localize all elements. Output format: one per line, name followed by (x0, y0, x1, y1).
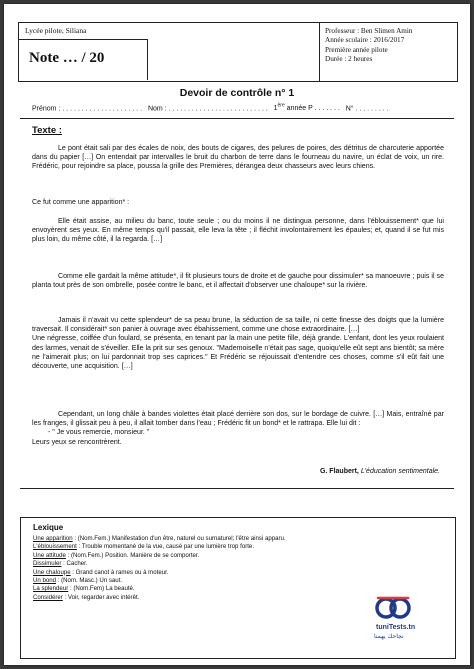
lexique-entry: Une chaloupe : Grand canot à rames ou à moteur. (33, 568, 169, 576)
nom-field[interactable]: Nom : . . . . . . . . . . . . . . . . . . . . . . . . . . (147, 105, 268, 113)
divider-bottom (20, 488, 454, 489)
student-fields (32, 103, 389, 112)
grade-note: Note … / 20 (29, 50, 105, 66)
class-field[interactable]: 1ère année P . . . . . . . (273, 103, 340, 113)
paragraph-1: Le pont était sali par des écales de noix, des bouts de cigares, des pelures de poires, des détritus de charcuterie apportée dans du papier […] On entendait par intervalles le bruit du charbon de terre dans le fourneau du navire, un éclat de voix, un rire. Frédéric, pour rejoindre sa place, poussa la grille des Premières, dérangea deux chasseurs avec leurs chiens. (32, 145, 444, 171)
class-level: Première année pilote (325, 45, 388, 54)
grade-box (19, 39, 148, 80)
lexique-entry: L'éblouissement : Trouble momentané de la vue, causé par une lumière trop forte. (33, 543, 255, 551)
lexique-entry: Une apparition : (Nom.Fem.) Manifestation d'un être, naturel ou surnaturel; l'être ainsi apparu. (33, 535, 286, 542)
dialog-line: - " Je vous remercie, monsieur. " (48, 429, 150, 437)
school-name: Lycée pilote, Siliana (25, 26, 87, 35)
duration: Durée : 2 heures (325, 55, 373, 64)
header-divider (319, 23, 320, 81)
source-work: L'éducation sentimentale. (360, 468, 440, 475)
lexique-entry: Une attitude : (Nom.Fem.) Position. Manière de se comporter. (33, 551, 200, 559)
header-info (325, 27, 412, 65)
lexique-entry: La splendeur : (Nom.Fem) La beauté. (33, 585, 135, 593)
source-author: G. Flaubert, (319, 468, 359, 475)
exam-title: Devoir de contrôle n° 1 (179, 87, 295, 99)
lexique-entry: Dissimuler : Cacher. (33, 560, 88, 568)
lexique-entry: Un bond : (Nom. Masc.) Un saut. (33, 577, 123, 585)
divider-top (20, 118, 454, 119)
paragraph-3: Elle était assise, au milieu du banc, toute seule ; ou du moins il ne distingua personne, dans l'éblouissement* que lui envoyèrent ses yeux. En même temps qu'il passait, elle leva la tête ; il fléchit involontairement les épaules; et, quand il se fut mis plus loin, du même côté, il la regarda. […] (32, 218, 444, 244)
professor: Professeur : Ben Slimen Amin (325, 27, 413, 35)
logo-mark-icon (362, 592, 424, 624)
prenom-field[interactable]: Prénom : . . . . . . . . . . . . . . . . . . . . . (32, 105, 143, 113)
paragraph-2: Ce fut comme une apparition* : (32, 199, 130, 206)
logo-site: tuniTests.tn (376, 624, 416, 631)
header-box (18, 22, 458, 82)
logo-tagline: نجاحك يهمنا (374, 633, 404, 640)
paragraph-5: Jamais il n'avait vu cette splendeur* de sa peau brune, la séduction de sa taille, ni cette finesse des doigts que la lumière traversait. Il considérait* son panier à ouvrage avec ébahissement, comme une chose extraordinaire. […] Une négresse, coiffée d'un foulard, se présenta, en tenant par la main une petite fille, déjà grande. L'enfant, dont les yeux roulaient des larmes, venait de s'éveiller. Elle la prit sur ses genoux. "Mademoiselle n'était pas sage, quoiqu'elle eût sept ans bientôt; sa mère ne l'aimerait plus; on lui pardonnait trop ses caprices." Et Frédéric se réjouissait d'entendre ces choses, comme s'il eût fait une découverte, une acquisition. […] (32, 317, 444, 371)
tunitests-logo (362, 592, 424, 642)
lexique-title: Lexique (33, 523, 64, 532)
source-citation (320, 468, 440, 475)
number-field[interactable]: N° . . . . . . . . . (345, 105, 389, 113)
paragraph-6: Cependant, un long châle à bandes violettes était placé derrière son dos, sur le bordage de cuivre. […] Mais, entraîné par les franges, il glissait peu à peu, il allait tomber dans l'eau ; Frédéric fit un bond* et le rattrapa. Elle lui dit : - " Je vous remercie, monsieur. " Leurs yeux se rencontrèrent. (32, 411, 444, 446)
texte-label: Texte : (32, 125, 62, 136)
paragraph-4: Comme elle gardait la même attitude*, il fit plusieurs tours de droite et de gauche pour dissimuler* sa manoeuvre ; puis il se planta tout près de son ombrelle, posée contre le banc, et il affectait d'observer une chaloupe* sur la rivière. (32, 273, 444, 290)
lexique-entry: Considérer : Voir, regarder avec intérêt. (33, 593, 140, 601)
exam-sheet (4, 4, 470, 665)
lexique-list (33, 535, 363, 602)
school-year: Année scolaire : 2016/2017 (325, 36, 405, 45)
